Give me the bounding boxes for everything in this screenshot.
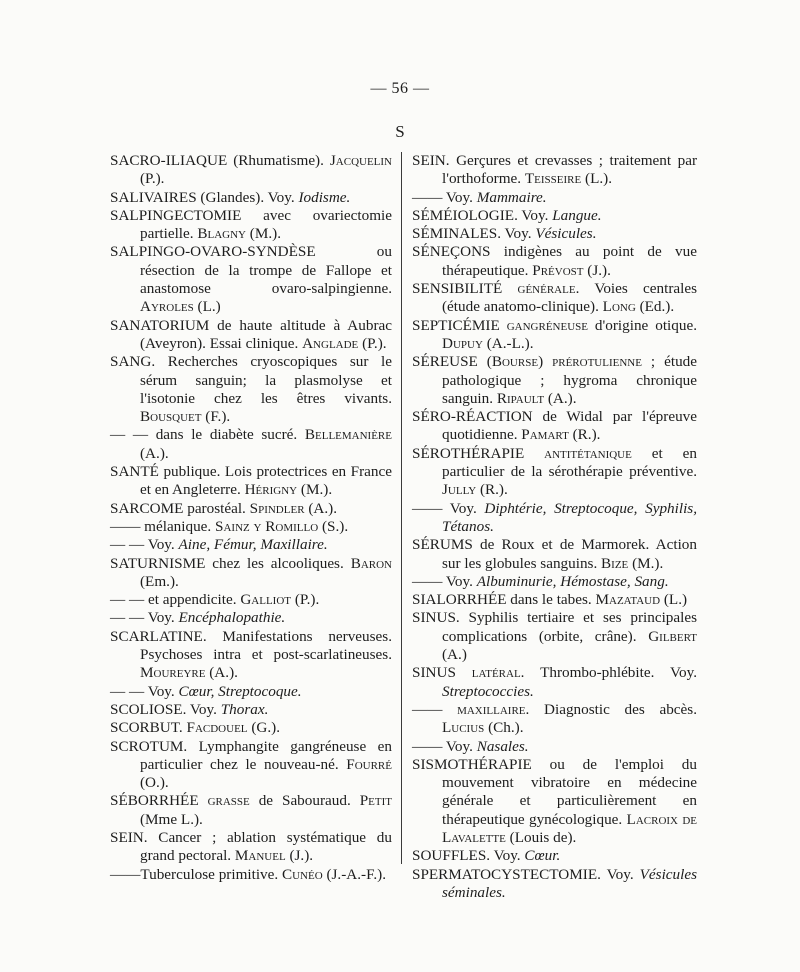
author-name: Anglade xyxy=(302,334,359,352)
entry-text: —— mélanique. xyxy=(110,517,216,535)
cross-reference: Vésicules séminales. xyxy=(442,865,697,901)
entry-text: SEIN. Cancer ; ablation systématique du grand pectoral. xyxy=(110,828,392,865)
index-entry xyxy=(412,189,697,207)
index-entry xyxy=(110,207,392,244)
index-entry xyxy=(110,738,392,793)
entry-text: SINUS. Syphilis tertiaire et ses principales complications (orbite, crâne). xyxy=(412,609,697,645)
author-name: Petit xyxy=(359,792,392,810)
author-name: Sainz y Romillo xyxy=(215,517,319,535)
cross-reference: Langue. xyxy=(552,206,602,224)
index-entry xyxy=(110,609,392,627)
author-name: Lacroix de Lavalette xyxy=(442,810,697,846)
author-name: Fourré xyxy=(346,755,392,773)
entry-text: SACRO-ILIAQUE (Rhumatisme). xyxy=(110,152,330,169)
entry-text: (A.). xyxy=(544,389,577,407)
column-divider xyxy=(401,152,402,864)
index-entry xyxy=(110,518,392,536)
index-entry xyxy=(110,152,392,189)
entry-text: (M.). xyxy=(245,225,281,243)
entry-text: (L.) xyxy=(193,298,221,316)
entry-text: SÉBORRHÉE xyxy=(110,792,208,810)
index-entry xyxy=(412,573,697,591)
entry-text: (L.). xyxy=(581,170,613,188)
entry-text: ) xyxy=(538,353,553,371)
entry-text: —— Voy. xyxy=(412,737,477,755)
author-name: Manuel xyxy=(234,847,286,865)
entry-text: (A.). xyxy=(140,444,169,462)
entry-text: (Louis de). xyxy=(505,828,577,846)
entry-text: (A.) xyxy=(442,646,467,664)
author-name: Spindler xyxy=(249,499,305,517)
author-name: Teisseire xyxy=(524,170,582,188)
entry-text: (Ed.). xyxy=(635,298,675,316)
author-name: Long xyxy=(602,298,636,316)
entry-text: SALPINGECTOMIE avec ovariectomie partielle. xyxy=(110,206,392,243)
entry-text: (O.). xyxy=(140,774,169,792)
index-entry xyxy=(110,189,392,207)
entry-text: ——Tuberculose primitive. xyxy=(110,865,282,883)
entry-text: . Diagnostic des abcès. xyxy=(525,700,697,718)
entry-text: (A.). xyxy=(205,664,238,682)
index-entry xyxy=(110,628,392,683)
cross-reference: Iodisme. xyxy=(298,188,351,206)
entry-text: SÉRO-RÉACTION de Widal par l'épreuve quotidienne. xyxy=(412,408,697,444)
index-entry xyxy=(412,536,697,573)
index-entry xyxy=(412,243,697,280)
index-entry xyxy=(110,353,392,426)
author-name: Facdouel xyxy=(186,719,248,737)
entry-text: SANG. Recherches cryoscopiques sur le sérum sanguin; la plasmolyse et l'isotonie chez les êtres vivants. xyxy=(110,353,392,407)
author-name: Bellemanière xyxy=(304,426,392,444)
entry-text: SIALORRHÉE dans le tabes. xyxy=(412,591,596,609)
author-name: Galliot xyxy=(240,591,292,609)
entry-text: SÉNEÇONS indigènes au point de vue thérapeutique. xyxy=(412,243,697,279)
entry-text: —— Voy. xyxy=(412,572,477,590)
entry-text: (Ch.). xyxy=(484,719,524,737)
index-entry xyxy=(110,701,392,719)
entry-text: —— Voy. xyxy=(412,499,485,517)
entry-text: SÉROTHÉRAPIE xyxy=(412,444,545,462)
author-name: Bize xyxy=(601,554,629,572)
cross-reference: Cœur, Streptocoque. xyxy=(178,682,302,700)
cross-reference: Streptococcies. xyxy=(442,682,534,700)
cross-reference: Albuminurie, Hémostase, Sang. xyxy=(476,572,669,590)
entry-text: (P.). xyxy=(291,591,320,609)
index-entry xyxy=(110,317,392,354)
index-entry xyxy=(412,756,697,847)
entry-text: (M.). xyxy=(297,481,333,499)
author-name: Ripault xyxy=(496,389,545,407)
cross-reference: Mammaire. xyxy=(476,188,547,206)
index-entry xyxy=(110,500,392,518)
index-entry xyxy=(412,317,697,354)
entry-text: SPERMATOCYSTECTOMIE. Voy. xyxy=(412,865,640,883)
author-name: Blagny xyxy=(197,225,246,243)
entry-text: ; étude pathologique ; hygroma chronique sanguin. xyxy=(442,353,697,407)
entry-text: (A.). xyxy=(304,499,338,517)
entry-text: — — Voy. xyxy=(110,536,179,554)
entry-text: (R.). xyxy=(476,481,508,499)
section-letter: S xyxy=(395,122,405,141)
author-name: Jacquelin xyxy=(329,152,392,169)
entry-text: — — et appendicite. xyxy=(110,591,241,609)
entry-text: SCORBUT. xyxy=(110,719,187,737)
entry-text: SINUS xyxy=(412,664,472,682)
author-name: Baron xyxy=(350,554,392,572)
entry-text: et en particulier de la sérothérapie préventive. xyxy=(442,444,697,481)
entry-text: SALIVAIRES (Glandes). Voy. xyxy=(110,188,299,206)
index-entry xyxy=(110,463,392,500)
entry-text: (P.). xyxy=(140,170,165,188)
cross-reference: Aine, Fémur, Maxillaire. xyxy=(178,536,328,554)
page-number: — 56 — xyxy=(370,80,430,97)
author-name: Gilbert xyxy=(648,627,697,645)
author-name: Pamart xyxy=(521,426,569,444)
index-entry xyxy=(110,866,392,884)
cross-reference: Encéphalopathie. xyxy=(178,609,286,627)
index-entry xyxy=(412,847,697,865)
entry-text: SCOLIOSE. Voy. xyxy=(110,700,221,718)
entry-text: (P.). xyxy=(358,334,387,352)
index-entry xyxy=(412,609,697,664)
entry-text: (J.). xyxy=(583,261,611,279)
entry-text: (J.). xyxy=(285,847,314,865)
author-name: Hérigny xyxy=(244,481,298,499)
entry-text: SÉRUMS de Roux et de Marmorek. Action sur les globules sanguins. xyxy=(412,536,697,572)
index-entry xyxy=(110,829,392,866)
index-entry xyxy=(412,408,697,445)
index-column-right xyxy=(412,152,697,902)
index-entry xyxy=(412,280,697,317)
entry-text: SALPINGO-OVARO-SYNDÈSE ou résection de la trompe de Fallope et anastomose ovaro-salpingienne. xyxy=(110,243,392,298)
author-name: Lucius xyxy=(442,719,485,737)
entry-text: (L.) xyxy=(660,591,688,609)
index-entry xyxy=(412,664,697,701)
author-name: grasse xyxy=(207,792,250,810)
index-column-left xyxy=(110,152,392,884)
entry-text: SISMOTHÉRAPIE ou de l'emploi du mouvement vibratoire en médecine générale et particulièrement en thérapeutique gynécologique. xyxy=(412,755,697,828)
entry-text: (F.). xyxy=(201,408,231,426)
index-entry xyxy=(412,445,697,500)
entry-text: SCARLATINE. Manifestations nerveuses. Psychoses intra et post-scarlatineuses. xyxy=(110,627,392,664)
entry-text: (R.). xyxy=(568,426,601,444)
index-entry xyxy=(110,683,392,701)
index-entry xyxy=(412,738,697,756)
cross-reference: Cœur. xyxy=(524,847,561,865)
entry-text: de Sabouraud. xyxy=(249,792,360,810)
entry-text: SEPTICÉMIE xyxy=(412,316,507,334)
entry-text: SCROTUM. Lymphangite gangréneuse en particulier chez le nouveau-né. xyxy=(110,737,392,773)
cross-reference: Vésicules. xyxy=(535,225,597,243)
author-name: Ayroles xyxy=(140,298,194,316)
entry-text: SÉREUSE ( xyxy=(412,353,492,371)
author-name: prérotulienne xyxy=(552,353,642,371)
author-name: maxillaire xyxy=(457,700,526,718)
author-name: Bousquet xyxy=(140,408,202,426)
cross-reference: Nasales. xyxy=(476,737,529,755)
entry-text: —— Voy. xyxy=(412,188,477,206)
index-entry xyxy=(412,866,697,903)
author-name: Jully xyxy=(442,481,477,499)
entry-text: —— xyxy=(412,700,458,718)
index-entry xyxy=(412,591,697,609)
author-name: Dupuy xyxy=(442,334,483,352)
entry-text: SATURNISME chez les alcooliques. xyxy=(110,554,351,572)
entry-text: SÉMÉIOLOGIE. Voy. xyxy=(412,206,553,224)
entry-text: SOUFFLES. Voy. xyxy=(412,847,525,865)
entry-text: . Thrombo-phlébite. Voy. xyxy=(520,664,697,682)
entry-text: (G.). xyxy=(247,719,280,737)
author-name: Cunéo xyxy=(281,865,323,883)
index-entry xyxy=(412,701,697,738)
entry-text: SARCOME parostéal. xyxy=(110,499,250,517)
entry-text: (M.). xyxy=(628,554,664,572)
author-name: Moureyre xyxy=(140,664,206,682)
author-name: Bourse xyxy=(491,353,539,371)
index-entry xyxy=(110,719,392,737)
index-entry xyxy=(412,207,697,225)
index-entry xyxy=(110,555,392,592)
index-entry xyxy=(412,500,697,537)
author-name: générale xyxy=(517,280,576,298)
entry-text: — — Voy. xyxy=(110,609,179,627)
author-name: antitétanique xyxy=(544,444,632,462)
author-name: latéral xyxy=(471,664,521,682)
entry-text: (Em.). xyxy=(140,572,179,590)
index-entry xyxy=(110,792,392,829)
index-entry xyxy=(110,591,392,609)
index-entry xyxy=(110,536,392,554)
entry-text: (S.). xyxy=(318,517,349,535)
entry-text: — — Voy. xyxy=(110,682,179,700)
entry-text: (Mme L.). xyxy=(140,810,203,828)
entry-text: (J.-A.-F.). xyxy=(322,865,386,883)
entry-text: SANTÉ publique. Lois protectrices en France et en Angleterre. xyxy=(110,463,392,499)
entry-text: d'origine otique. xyxy=(587,316,697,334)
index-entry xyxy=(110,243,392,316)
author-name: gangréneuse xyxy=(506,316,588,334)
entry-text: SANATORIUM de haute altitude à Aubrac (Aveyron). Essai clinique. xyxy=(110,316,392,352)
cross-reference: Diphtérie, Streptocoque, Syphilis, Tétanos. xyxy=(442,499,697,535)
entry-text: SÉMINALES. Voy. xyxy=(412,225,536,243)
index-entry xyxy=(110,426,392,463)
index-entry xyxy=(412,152,697,189)
entry-text: (A.-L.). xyxy=(482,334,534,352)
index-entry xyxy=(412,225,697,243)
author-name: Prévost xyxy=(532,261,584,279)
entry-text: . Voies centrales (étude anatomo-clinique). xyxy=(442,280,697,316)
entry-text: SENSIBILITÉ xyxy=(412,280,518,298)
entry-text: — — dans le diabète sucré. xyxy=(110,426,305,444)
entry-text: SEIN. Gerçures et crevasses ; traitement par l'orthoforme. xyxy=(412,152,697,188)
author-name: Mazataud xyxy=(595,591,661,609)
index-entry xyxy=(412,353,697,408)
cross-reference: Thorax. xyxy=(220,700,269,718)
